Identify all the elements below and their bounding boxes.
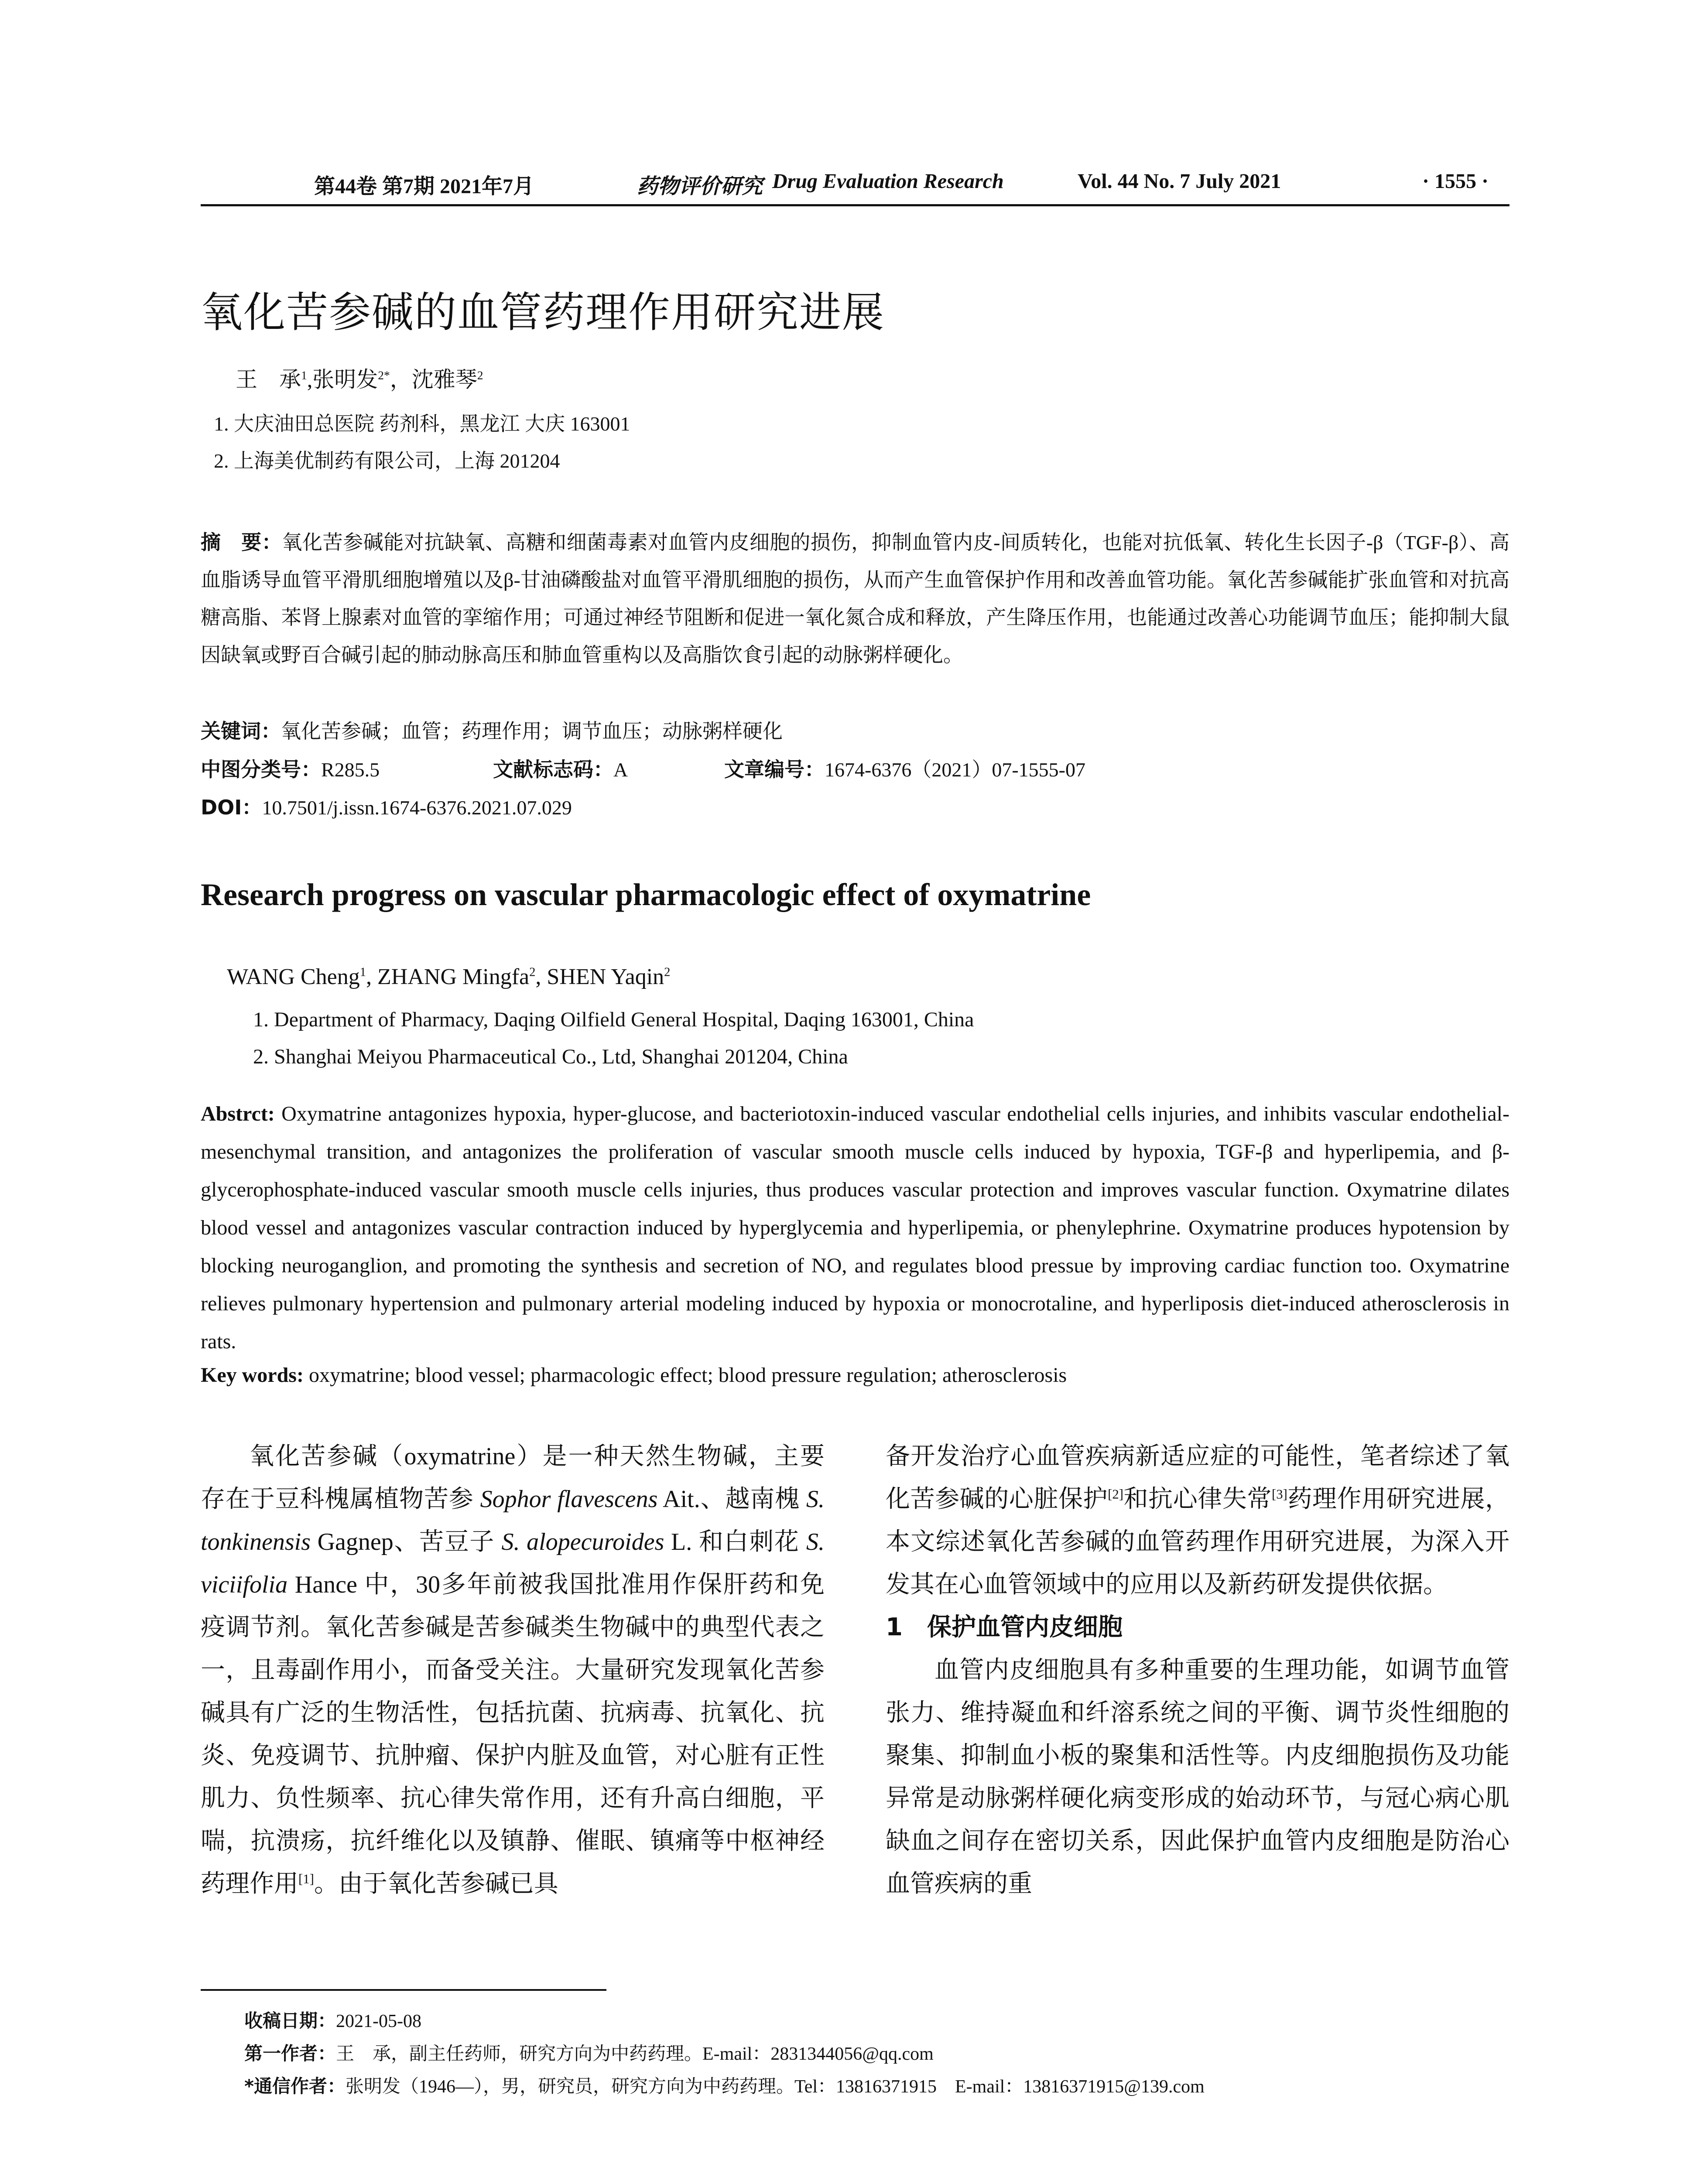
author-cn-2: ,张明发 <box>307 367 378 392</box>
abstract-cn-label: 摘 要： <box>201 530 282 554</box>
species-name: S. tonkinensis <box>201 1486 825 1555</box>
species-name: Sophor flavescens <box>480 1486 658 1513</box>
doi-value: 10.7501/j.issn.1674-6376.2021.07.029 <box>262 797 572 819</box>
keywords-cn <box>201 715 783 744</box>
body-text: 氧化苦参碱（oxymatrine）是一种天然生物碱，主要存在于豆科槐属植物苦参 <box>201 1443 825 1513</box>
body-text: 药理作用研究进展，本文综述氧化苦参碱的血管药理作用研究进展，为深入开发其在心血管领域中的应用以及新药研发提供依据。 <box>886 1486 1510 1598</box>
keywords-en <box>201 1363 1067 1387</box>
body-text: L. 和白刺花 <box>664 1528 806 1555</box>
author-cn-3: ，沈雅琴 <box>390 367 477 392</box>
body-paragraph: 血管内皮细胞具有多种重要的生理功能，如调节血管张力、维持凝血和纤溶系统之间的平衡、调节炎性细胞的聚集、抑制血小板的聚集和活性等。内皮细胞损伤及功能异常是动脉粥样硬化病变形成的始动环节，与冠心病心肌缺血之间存在密切关系，因此保护血管内皮细胞是防治心血管疾病的重 <box>886 1657 1509 1897</box>
journal-logo-cn: 药物评价研究 <box>637 174 763 198</box>
abstract-cn-text: 氧化苦参碱能对抗缺氧、高糖和细菌毒素对血管内皮细胞的损伤，抑制血管内皮-间质转化，也能对抗低氧、转化生长因子-β（TGF-β）、高血脂诱导血管平滑肌细胞增殖以及β-甘油磷酸盐对血管平滑肌细胞的损伤，从而产生血管保护作用和改善血管功能。氧化苦参碱能扩张血管和对抗高糖高脂、苯肾上腺素对血管的挛缩作用；可通过神经节阻断和促进一氧化氮合成和释放，产生降压作用，也能通过改善心功能调节血压；能抑制大鼠因缺氧或野百合碱引起的肺动脉高压和肺血管重构以及高脂饮食引起的动脉粥样硬化。 <box>201 531 1509 666</box>
author-en-3: , SHEN Yaqin <box>535 964 664 989</box>
authors-cn <box>236 362 483 393</box>
body-text: Hance 中，30多年前被我国批准用作保肝药和免疫调节剂。氧化苦参碱是苦参碱类生物碱中的典型代表之一，且毒副作用小，而备受关注。大量研究发现氧化苦参碱具有广泛的生物活性，包括抗菌、抗病毒、抗氧化、抗炎、免疫调节、抗肿瘤、保护内脏及血管，对心脏有正性肌力、负性频率、抗心律失常作用，还有升高白细胞，平喘，抗溃疡，抗纤维化以及镇静、催眠、镇痛等中枢神经药理作用 <box>201 1571 825 1897</box>
body-text: 备开发治疗心血管疾病新适应症的可能性，笔者综述了氧化苦参碱的心脏保护 <box>886 1443 1509 1513</box>
affiliation-cn-2: 2. 上海美优制药有限公司，上海 201204 <box>214 450 560 472</box>
author-cn-1: 王 承 <box>236 367 301 392</box>
header-journal-en: Drug Evaluation Research <box>772 170 1004 193</box>
article-number <box>724 754 1085 783</box>
header-page-number: · 1555 · <box>1422 170 1489 193</box>
document-code <box>493 754 628 783</box>
species-name: S. viciifolia <box>201 1528 825 1598</box>
footnote-rule <box>201 1989 606 1991</box>
footnote-corresponding-text: 张明发（1946—），男，研究员，研究方向为中药药理。Tel：13816371915 E-mail：13816371915@139.com <box>345 2077 1205 2097</box>
classification-line <box>201 754 380 783</box>
article-title-cn: 氧化苦参碱的血管药理作用研究进展 <box>201 288 885 337</box>
authors-en <box>227 964 670 990</box>
doc-code-value: A <box>613 759 628 781</box>
footnote-corresponding-author <box>244 2072 1205 2098</box>
abstract-en <box>201 1095 1509 1361</box>
body-column-left <box>201 1435 825 1905</box>
header-rule <box>201 204 1509 206</box>
footnote-received-date: 2021-05-08 <box>336 2011 421 2031</box>
footnote-corresponding-label: *通信作者： <box>244 2075 346 2097</box>
affiliation-en-2: 2. Shanghai Meiyou Pharmaceutical Co., Ltd, Shanghai 201204, China <box>253 1045 848 1068</box>
affiliation-cn-1: 1. 大庆油田总医院 药剂科，黑龙江 大庆 163001 <box>214 413 630 435</box>
footnote-first-author-text: 王 承，副主任药师，研究方向为中药药理。E-mail：2831344056@qq.com <box>336 2044 934 2064</box>
section-heading-1: 1 保护血管内皮细胞 <box>886 1613 1123 1641</box>
body-text: 。由于氧化苦参碱已具 <box>314 1870 558 1897</box>
doi-label: DOI： <box>201 796 262 819</box>
header-volume-cn: 第44卷 第7期 2021年7月 <box>314 175 534 198</box>
author-en-2: , ZHANG Mingfa <box>366 964 530 989</box>
article-number-label: 文章编号： <box>724 758 825 781</box>
body-text: Gagnep、苦豆子 <box>310 1528 502 1555</box>
body-paragraph <box>201 1435 825 1905</box>
running-header <box>201 169 1509 200</box>
author-cn-2-sup: 2* <box>378 368 390 382</box>
body-column-right <box>886 1435 1509 1905</box>
author-cn-3-sup: 2 <box>477 368 483 382</box>
abstract-en-label: Abstrct: <box>201 1102 275 1125</box>
footnote-received-label: 收稿日期： <box>244 2010 336 2031</box>
body-text: Ait.、越南槐 <box>657 1486 807 1513</box>
keywords-en-text: oxymatrine; blood vessel; pharmacologic effect; blood pressure regulation; atherosclerosis <box>303 1364 1067 1387</box>
keywords-cn-label: 关键词： <box>201 719 281 743</box>
abstract-en-text: Oxymatrine antagonizes hypoxia, hyper-glucose, and bacteriotoxin-induced vascular endothelial cells injuries, and inhibits vascular endothelial-mesenchymal transition, and antagonizes the proliferation of vascular smooth muscle cells induced by hypoxia, TGF-β and hyperlipemia, and β-glycerophosphate-induced vascular smooth muscle cells injuries, thus produces vascular protection and improves vascular function. Oxymatrine dilates blood vessel and antagonizes vascular contraction induced by hyperglycemia and hyperlipemia, or phenylephrine. Oxymatrine produces hypotension by blocking neuroganglion, and promoting the synthesis and secretion of NO, and regulates blood pressue by improving cardiac function too. Oxymatrine relieves pulmonary hypertension and pulmonary arterial modeling induced by hypoxia or monocrotaline, and hyperliposis diet-induced atherosclerosis in rats. <box>201 1102 1509 1353</box>
citation-ref[interactable]: [2] <box>1108 1487 1124 1502</box>
author-en-2-sup: 2 <box>529 965 536 979</box>
keywords-cn-text: 氧化苦参碱；血管；药理作用；调节血压；动脉粥样硬化 <box>281 720 783 742</box>
citation-ref[interactable]: [3] <box>1272 1487 1287 1502</box>
abstract-cn <box>201 523 1509 674</box>
header-volume-en: Vol. 44 No. 7 July 2021 <box>1078 170 1281 193</box>
doc-code-label: 文献标志码： <box>493 758 613 781</box>
clc-label: 中图分类号： <box>201 758 321 781</box>
doi-line <box>201 792 572 820</box>
author-en-1-sup: 1 <box>359 965 366 979</box>
footnote-first-author <box>244 2039 934 2065</box>
species-name: S. alopecuroides <box>501 1528 664 1555</box>
affiliation-en-1: 1. Department of Pharmacy, Daqing Oilfield General Hospital, Daqing 163001, China <box>253 1008 974 1031</box>
footnote-received <box>244 2007 421 2033</box>
body-paragraph <box>886 1435 1509 1606</box>
author-en-1: WANG Cheng <box>227 964 360 989</box>
clc-value: R285.5 <box>321 759 380 781</box>
keywords-en-label: Key words: <box>201 1364 304 1387</box>
author-cn-1-sup: 1 <box>301 368 307 382</box>
citation-ref[interactable]: [1] <box>298 1871 314 1887</box>
author-en-3-sup: 2 <box>664 965 671 979</box>
footnote-first-author-label: 第一作者： <box>244 2043 336 2064</box>
article-title-en: Research progress on vascular pharmacologic effect of oxymatrine <box>201 877 1091 912</box>
article-number-value: 1674-6376（2021）07-1555-07 <box>825 759 1085 781</box>
body-text: 和抗心律失常 <box>1123 1486 1272 1513</box>
